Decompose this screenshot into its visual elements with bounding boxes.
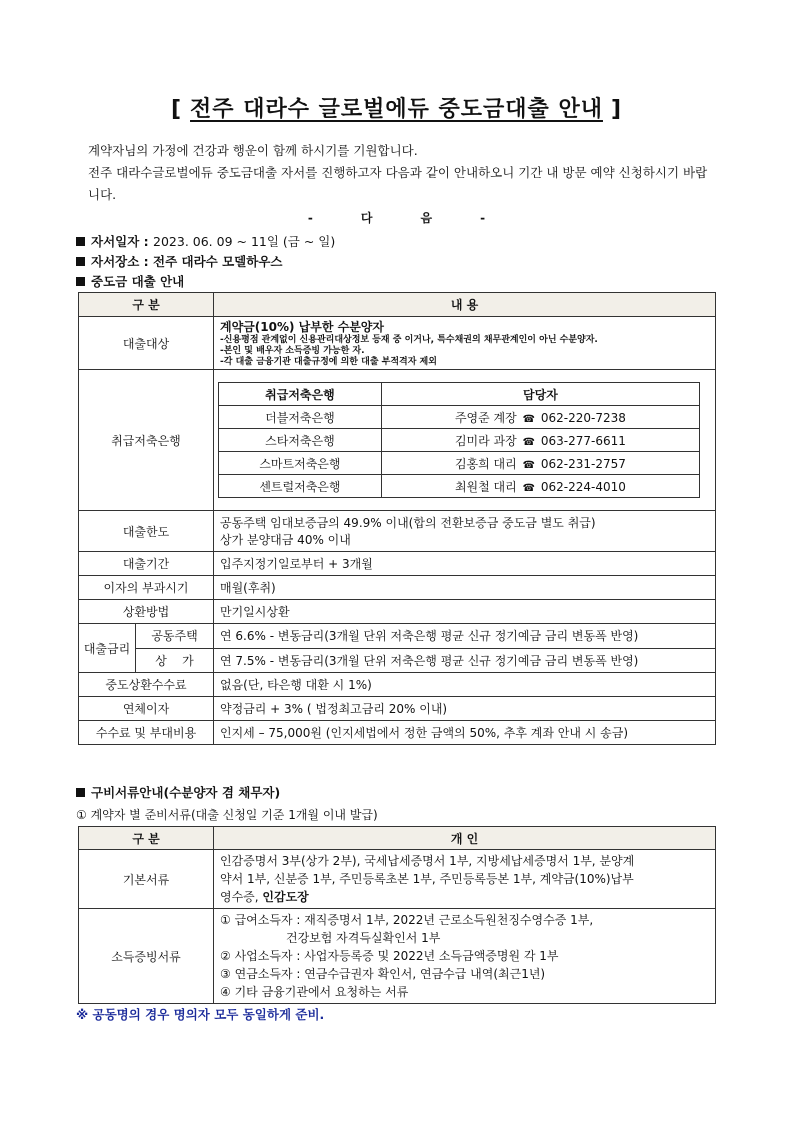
square-bullet-icon	[76, 277, 85, 286]
dahum-dash: -	[480, 211, 486, 225]
contact-name: 김미라 과장	[454, 433, 517, 448]
target-cell	[214, 317, 716, 370]
row-label: 연체이자	[79, 697, 214, 721]
header-category: 구 분	[79, 827, 214, 850]
documents-heading-text: 구비서류안내(수분양자 겸 채무자)	[91, 785, 281, 800]
table-row-rate-housing	[79, 624, 716, 649]
documents-heading	[76, 783, 280, 801]
date-value: 2023. 06. 09 ~ 11일 (금 ~ 일)	[153, 234, 336, 249]
bank-row	[219, 452, 700, 475]
row-value: 인지세 – 75,000원 (인지세법에서 정한 금액의 50%, 추후 계좌 안내 시 송금)	[214, 721, 716, 745]
square-bullet-icon	[76, 237, 85, 246]
place-label: 자서장소 :	[91, 254, 149, 269]
table-row-limit	[79, 511, 716, 552]
dahum-heading	[0, 209, 793, 226]
header-category: 구 분	[79, 293, 214, 317]
phone-number: 063-277-6611	[540, 433, 626, 448]
rate-value: 연 6.6% - 변동금리(3개월 단위 저축은행 평균 신규 정기예금 금리 변동폭 반영)	[214, 624, 716, 649]
limit-line: 공동주택 임대보증금의 49.9% 이내(합의 전환보증금 중도금 별도 취급)	[220, 516, 596, 530]
table-row-basic-docs	[79, 850, 716, 909]
rate-sub-label: 공동주택	[136, 624, 214, 648]
bank-name: 센트럴저축은행	[219, 475, 382, 498]
row-label: 상환방법	[79, 600, 214, 624]
row-label: 취급저축은행	[79, 370, 214, 511]
rate-value: 연 7.5% - 변동금리(3개월 단위 저축은행 평균 신규 정기예금 금리 변동폭 반영)	[214, 648, 716, 673]
income-docs-cell	[214, 909, 716, 1004]
header-content: 내 용	[214, 293, 716, 317]
table-row-prepay	[79, 673, 716, 697]
bank-name: 스타저축은행	[219, 429, 382, 452]
row-label: 수수료 및 부대비용	[79, 721, 214, 745]
phone-number: 062-224-4010	[540, 479, 626, 494]
bank-contact	[381, 429, 699, 452]
bank-contact	[381, 475, 699, 498]
limit-line: 상가 분양대금 40% 이내	[220, 533, 351, 547]
phone-icon: ☎	[522, 436, 536, 448]
title-text: 전주 대라수 글로벌에듀 중도금대출 안내	[190, 97, 603, 122]
rate-label-cell	[79, 624, 214, 673]
phone-icon: ☎	[522, 482, 536, 494]
dahum-dash: -	[307, 211, 313, 225]
basic-docs-line: 인감증명서 3부(상가 2부), 국세납세증명서 1부, 지방세납세증명서 1부, 분양계	[220, 854, 635, 868]
dahum-char: 다	[360, 211, 373, 225]
bank-contact	[381, 452, 699, 475]
documents-table	[78, 826, 716, 1004]
phone-icon: ☎	[522, 413, 536, 425]
table-row-interest-time	[79, 576, 716, 600]
row-label: 이자의 부과시기	[79, 576, 214, 600]
table-row-overdue	[79, 697, 716, 721]
row-label: 대출대상	[79, 317, 214, 370]
documents-subheading: ① 계약자 별 준비서류(대출 신청일 기준 1개월 이내 발급)	[76, 808, 378, 822]
table-row-target	[79, 317, 716, 370]
bank-header-row	[219, 383, 700, 406]
title-bracket-close: ]	[610, 97, 623, 122]
table-row-repay	[79, 600, 716, 624]
contact-name: 김홍희 대리	[454, 456, 517, 471]
bank-name: 스마트저축은행	[219, 452, 382, 475]
table-row-income-docs	[79, 909, 716, 1004]
target-line: -각 대출 금융기관 대출규정에 의한 대출 부적격자 제외	[220, 357, 437, 367]
bank-row	[219, 406, 700, 429]
loan-section-heading	[76, 272, 184, 290]
row-value: 입주지정기일로부터 + 3개월	[214, 552, 716, 576]
row-value: 없음(단, 타은행 대환 시 1%)	[214, 673, 716, 697]
phone-number: 062-231-2757	[540, 456, 626, 471]
title-bracket-open: [	[170, 97, 183, 122]
row-label: 기본서류	[79, 850, 214, 909]
square-bullet-icon	[76, 788, 85, 797]
bank-name: 더블저축은행	[219, 406, 382, 429]
rate-label-split	[79, 624, 213, 672]
row-value: 약정금리 + 3% ( 법정최고금리 20% 이내)	[214, 697, 716, 721]
dahum-char: 음	[420, 211, 433, 225]
row-label: 중도상환수수료	[79, 673, 214, 697]
income-docs-line: 건강보험 자격득실확인서 1부	[286, 931, 441, 945]
basic-docs-line: 약서 1부, 신분증 1부, 주민등록초본 1부, 주민등록등본 1부, 계약금(10%)납부	[220, 872, 634, 886]
row-label: 대출한도	[79, 511, 214, 552]
table-header-row	[79, 827, 716, 850]
rate-sub-label: 상 가	[155, 653, 194, 668]
row-label: 대출기간	[79, 552, 214, 576]
bank-header-name: 취급저축은행	[219, 383, 382, 406]
intro-paragraph	[88, 140, 713, 206]
row-label: 대출금리	[79, 624, 136, 672]
seal-stamp-text: 인감도장	[262, 890, 309, 904]
table-row-period	[79, 552, 716, 576]
table-header-row	[79, 293, 716, 317]
income-docs-line: ② 사업소득자 : 사업자등록증 및 2022년 소득금액증명원 각 1부	[220, 949, 559, 963]
intro-line: 계약자님의 가정에 건강과 행운이 함께 하시기를 기원합니다.	[88, 143, 418, 158]
target-line: -본인 및 배우자 소득증빙 가능한 자.	[220, 346, 365, 356]
date-label: 자서일자 :	[91, 234, 149, 249]
table-row-banks	[79, 370, 716, 511]
contact-name: 최원철 대리	[454, 479, 517, 494]
banks-cell	[214, 370, 716, 511]
row-value: 만기일시상환	[214, 600, 716, 624]
bank-contact	[381, 406, 699, 429]
row-value: 매월(후취)	[214, 576, 716, 600]
contact-name: 주영준 계장	[454, 410, 517, 425]
row-label: 소득증빙서류	[79, 909, 214, 1004]
bank-header-contact: 담당자	[381, 383, 699, 406]
loan-info-table	[78, 292, 716, 745]
bank-row	[219, 475, 700, 498]
basic-docs-line: 영수증,	[220, 890, 263, 904]
income-docs-line: ① 급여소득자 : 재직증명서 1부, 2022년 근로소득원천징수영수증 1부,	[220, 913, 594, 927]
income-docs-line: ④ 기타 금융기관에서 요청하는 서류	[220, 985, 409, 999]
target-title: 계약금(10%) 납부한 수분양자	[220, 320, 384, 334]
bank-row	[219, 429, 700, 452]
basic-docs-cell	[214, 850, 716, 909]
income-docs-line: ③ 연금소득자 : 연금수급권자 확인서, 연금수급 내역(최근1년)	[220, 967, 546, 981]
header-individual: 개 인	[214, 827, 716, 850]
phone-number: 062-220-7238	[540, 410, 626, 425]
limit-cell	[214, 511, 716, 552]
intro-line: 전주 대라수글로벌에듀 중도금대출 자서를 진행하고자 다음과 같이 안내하오니 기간 내 방문 예약 신청하시기 바랍니다.	[88, 165, 708, 202]
square-bullet-icon	[76, 257, 85, 266]
joint-owner-note: ※ 공동명의 경우 명의자 모두 동일하게 준비.	[76, 1007, 325, 1022]
phone-icon: ☎	[522, 459, 536, 471]
table-row-fee	[79, 721, 716, 745]
target-line: -신용평점 관계없이 신용관리대상정보 등재 중 이거나, 특수채권의 채무관계인이 아닌 수분양자.	[220, 335, 598, 345]
schedule-place	[76, 252, 282, 270]
document-title	[0, 92, 793, 123]
bank-contact-table	[218, 382, 700, 498]
section-label: 중도금 대출 안내	[91, 274, 185, 289]
place-value: 전주 대라수 모델하우스	[153, 254, 283, 269]
schedule-date	[76, 232, 335, 250]
